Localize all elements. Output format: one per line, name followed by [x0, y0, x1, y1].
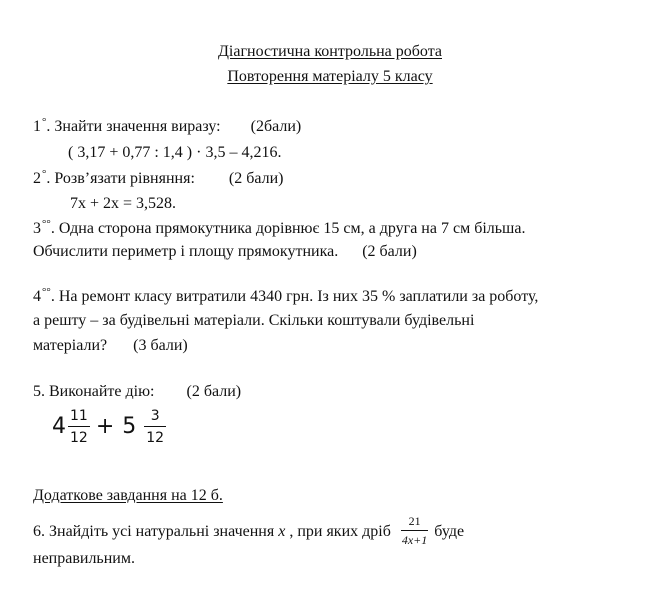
task-4-line-3	[33, 338, 188, 354]
page-subtitle: Повторення матеріалу 5 класу	[227, 68, 433, 85]
task-2	[33, 168, 284, 187]
task-1	[33, 116, 302, 135]
page-title: Діагностична контрольна робота	[217, 43, 442, 60]
fraction-2-numerator: 3	[150, 408, 160, 424]
task-6-line-1	[33, 514, 465, 548]
task-6-variable: x	[278, 523, 286, 541]
task-1-expression: ( 3,17 + 0,77 : 1,4 ) · 3,5 – 4,216.	[68, 144, 282, 161]
task-6-fraction-numerator: 21	[408, 514, 421, 528]
task-4-text-3: матеріали?	[33, 337, 108, 354]
mixed-number-1-whole: 4	[52, 414, 66, 439]
task-4-difficulty-mark: °°	[42, 286, 51, 298]
task-6-line-2: неправильним.	[33, 550, 135, 567]
mixed-number-2-whole: 5	[122, 414, 137, 439]
task-1-number: 1	[33, 118, 41, 135]
task-6-fraction-denominator: 4x+1	[401, 533, 428, 547]
mixed-number-1-fraction	[68, 409, 90, 445]
task-3-difficulty-mark: °°	[42, 218, 51, 230]
mixed-number-2-fraction	[144, 409, 166, 445]
task-1-text: . Знайти значення виразу:	[46, 118, 221, 135]
task-4-points: (3 бали)	[133, 337, 188, 354]
task-6-suffix: буде	[434, 523, 465, 541]
fraction-1-denominator: 12	[70, 430, 88, 446]
task-4-line-2: а решту – за будівельні матеріали. Скільки коштували будівельні	[33, 312, 475, 329]
task-2-number: 2	[33, 170, 41, 187]
task-1-points: (2бали)	[250, 118, 302, 135]
task-3-line-1	[33, 218, 526, 237]
task-5	[33, 384, 241, 400]
task-3-points: (2 бали)	[362, 243, 417, 260]
extra-task-heading: Додаткове завдання на 12 б.	[33, 487, 223, 504]
task-3-number: 3	[33, 220, 41, 237]
task-2-points: (2 бали)	[228, 170, 284, 187]
task-5-expression	[52, 403, 166, 451]
task-1-difficulty-mark: °	[42, 116, 47, 128]
task-4-text-1: . На ремонт класу витратили 4340 грн. Із них 35 % заплатили за роботу,	[50, 288, 539, 305]
task-5-points: (2 бали)	[186, 383, 242, 400]
task-5-text: 5. Виконайте дію:	[33, 383, 155, 400]
task-6-prefix: 6. Знайдіть усі натуральні значення	[33, 523, 279, 541]
task-2-difficulty-mark: °	[42, 168, 47, 180]
task-3-line-2	[33, 244, 417, 260]
task-4-line-1	[33, 286, 539, 305]
task-3-text-1: . Одна сторона прямокутника дорівнює 15 см, а друга на 7 см більша.	[50, 220, 526, 237]
task-6-fraction	[401, 515, 428, 546]
fraction-1-numerator: 11	[70, 408, 88, 424]
plus-operator: +	[95, 414, 115, 439]
fraction-2-denominator: 12	[146, 430, 165, 446]
task-2-equation: 7x + 2x = 3,528.	[70, 195, 177, 212]
task-2-text: . Розв’язати рівняння:	[46, 170, 195, 187]
task-6-mid: , при яких дріб	[285, 523, 391, 541]
task-4-number: 4	[33, 288, 41, 305]
task-3-text-2: Обчислити периметр і площу прямокутника.	[33, 243, 339, 260]
